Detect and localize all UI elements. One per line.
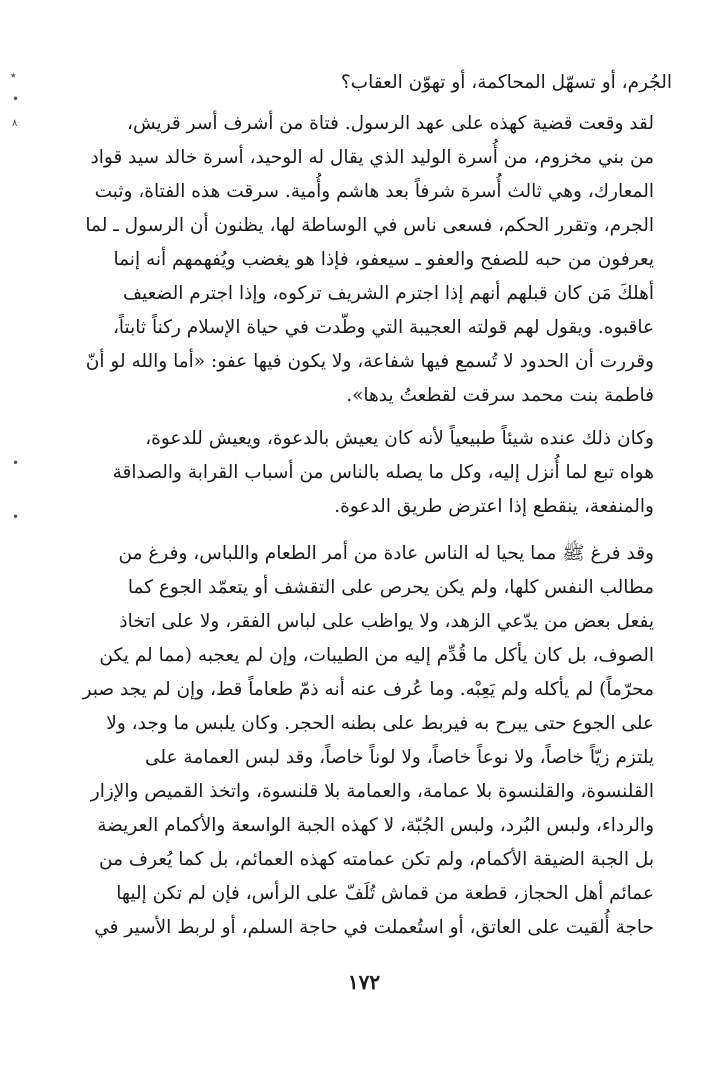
margin-mark: • xyxy=(12,456,20,470)
text-line: القلنسوة، والقلنسوة بلا عمامة، والعمامة بلا قلنسوة، واتخذ القميص والإزار xyxy=(90,781,654,802)
text-line: أهلكَ مَن كان قبلهم أنهم إذا اجترم الشريف تركوه، وإذا اجترم الضعيف xyxy=(122,283,654,304)
paragraph xyxy=(72,422,672,524)
text-line: وقد فرغ ﷺ مما يحيا له الناس عادة من أمر الطعام واللباس، وفرغ من xyxy=(118,543,654,564)
text-line: يعرفون من حبه للصفح والعفو ـ سيعفو، فإذا هو يغضب ويُفهمهم أنه إنما xyxy=(113,249,654,270)
page-number: ١٧٢ xyxy=(347,970,381,994)
text-line: لقد وقعت قضية كهذه على عهد الرسول. فتاة من أشرف أسر قريش، xyxy=(127,113,654,134)
text-line: وقررت أن الحدود لا تُسمع فيها شفاعة، ولا يكون فيها عفو: «أما والله لو أنّ xyxy=(85,351,654,372)
continuation-line: الجُرم، أو تسهّل المحاكمة، أو تهوّن العقاب؟ xyxy=(340,72,672,93)
paragraph xyxy=(72,107,672,413)
text-line: بل الجبة الضيقة الأكمام، ولم تكن عمامته كهذه العمائم، بل كما يُعرف من xyxy=(99,849,654,870)
text-line: الصوف، بل كان يأكل ما قُدِّم إليه من الطيبات، وإن لم يعجبه (مما لم يكن xyxy=(99,645,654,666)
body-text xyxy=(72,66,672,945)
text-line: على الجوع حتى يبرح به فيربط على بطنه الحجر. وكان يلبس ما وجد، ولا xyxy=(106,713,654,734)
text-line: يفعل بعض من يدّعي الزهد، ولا يواظب على لباس الفقر، ولا على اتخاذ xyxy=(119,611,654,632)
text-line: فاطمة بنت محمد سرقت لقطعتُ يدها». xyxy=(346,385,654,406)
text-line: الجرم، وتقرر الحكم، فسعى ناس في الوساطة لها، يظنون أن الرسول ـ لما xyxy=(85,215,654,236)
text-line: وكان ذلك عنده شيئاً طبيعياً لأنه كان يعيش بالدعوة، ويعيش للدعوة، xyxy=(145,428,654,449)
margin-mark: ٨ xyxy=(12,118,18,129)
text-line: محرّماً) لم يأكله ولم يَعِبْه. وما عُرف عنه أنه ذمّ طعاماً قط، وإن لم يجد صبر xyxy=(82,679,654,700)
text-line: والمنفعة، ينقطع إذا اعترض طريق الدعوة. xyxy=(334,496,654,517)
text-line: يلتزم زيّاً خاصاً، ولا نوعاً خاصاً، ولا لوناً خاصاً، وقد لبس العمامة على xyxy=(144,747,654,768)
text-line: هواه تبع لما أُنزل إليه، وكل ما يصله بالناس من أسباب القرابة والصداقة xyxy=(112,462,654,483)
text-line: مطالب النفس كلها، ولم يكن يحرص على التقشف أو يتعمّد الجوع كما xyxy=(127,577,654,598)
text-line: عاقبوه. ويقول لهم قولته العجيبة التي وطّدت في حياة الإسلام ركناً ثابتاً، xyxy=(112,317,654,338)
text-line: حاجة أُلقيت على العاتق، أو استُعملت في حاجة السلم، أو لربط الأسير في xyxy=(94,917,654,938)
margin-mark: • xyxy=(12,92,20,106)
paragraph xyxy=(72,537,672,945)
text-line: المعارك، وهي ثالث أُسرة شرفاً بعد هاشم وأُمية. سرقت هذه الفتاة، وثبت xyxy=(94,181,654,202)
margin-mark: ٭ xyxy=(10,68,17,82)
margin-mark: • xyxy=(12,510,20,524)
text-line: والرداء، ولبس البُرد، ولبس الجُبّة، لا كهذه الجبة الواسعة والأكمام العريضة xyxy=(97,815,654,836)
text-line: من بني مخزوم، من أُسرة الوليد الذي يقال له الوحيد، أسرة خالد سيد قواد xyxy=(90,147,654,168)
text-line: عمائم أهل الحجاز، قطعة من قماش تُلَفّ على الرأس، فإن لم تكن إليها xyxy=(116,883,654,904)
